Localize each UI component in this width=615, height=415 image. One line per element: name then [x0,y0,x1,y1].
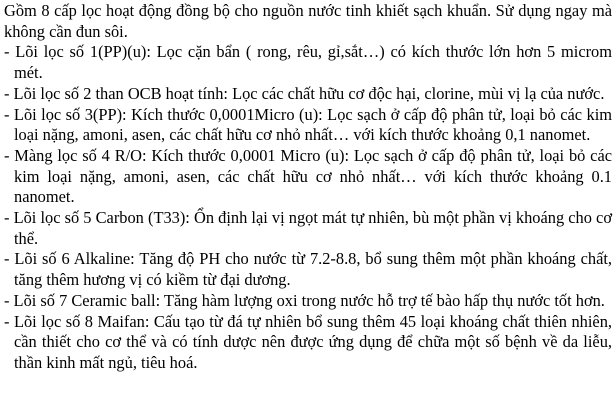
bullet-item-filter-5: - Lõi lọc số 5 Carbon (T33): Ổn định lại vị ngọt mát tự nhiên, bù một phần vị khoáng cho cơ thể. [4,208,612,248]
bullet-item-filter-3: - Lõi lọc số 3(PP): Kích thước 0,0001Micro (u): Lọc sạch ở cấp độ phân tử, loại bỏ các kim loại nặng, amoni, asen, các chất hữu cơ nhỏ nhất… với kích thước khoảng 0,1 nanomet. [4,104,612,145]
bullet-item-filter-1: - Lõi lọc số 1(PP)(u): Lọc cặn bẩn ( rong, rêu, gỉ,sắt…) có kích thước lớn hơn 5 microm mét. [4,42,612,83]
bullet-item-filter-2: - Lõi lọc số 2 than OCB hoạt tính: Lọc các chất hữu cơ độc hại, clorine, mùi vị lạ của nước. [4,83,605,103]
bullet-item-filter-4: - Màng lọc số 4 R/O: Kích thước 0,0001 Micro (u): Lọc sạch ở cấp độ phân tử, loại bỏ các kim loại nặng, amoni, asen, các chất hữu cơ nhỏ nhất… với kích thước khoảng 0.1 nanomet. [4,145,612,207]
bullet-item-filter-8: - Lõi lọc số 8 Maifan: Cấu tạo từ đá tự nhiên bổ sung thêm 45 loại khoáng chất thiên nhiên, cần thiết cho cơ thể và có tính dược nên được ứng dụng để chữa một số bệnh về da liễu, thần kinh mất ngủ, tiêu hoá. [4,311,612,372]
bullet-item-filter-6: - Lõi số 6 Alkaline: Tăng độ PH cho nước từ 7.2-8.8, bổ sung thêm một phần khoáng chất, tăng thêm hương vị có kiềm từ đại dương. [4,249,612,290]
intro-paragraph: Gồm 8 cấp lọc hoạt động đồng bộ cho nguồn nước tinh khiết sạch khuẩn. Sử dụng ngay mà không cần đun sôi. [4,1,612,41]
bullet-item-filter-7: - Lõi số 7 Ceramic ball: Tăng hàm lượng oxi trong nước hỗ trợ tế bào hấp thụ nước tốt hơn. [4,290,605,310]
